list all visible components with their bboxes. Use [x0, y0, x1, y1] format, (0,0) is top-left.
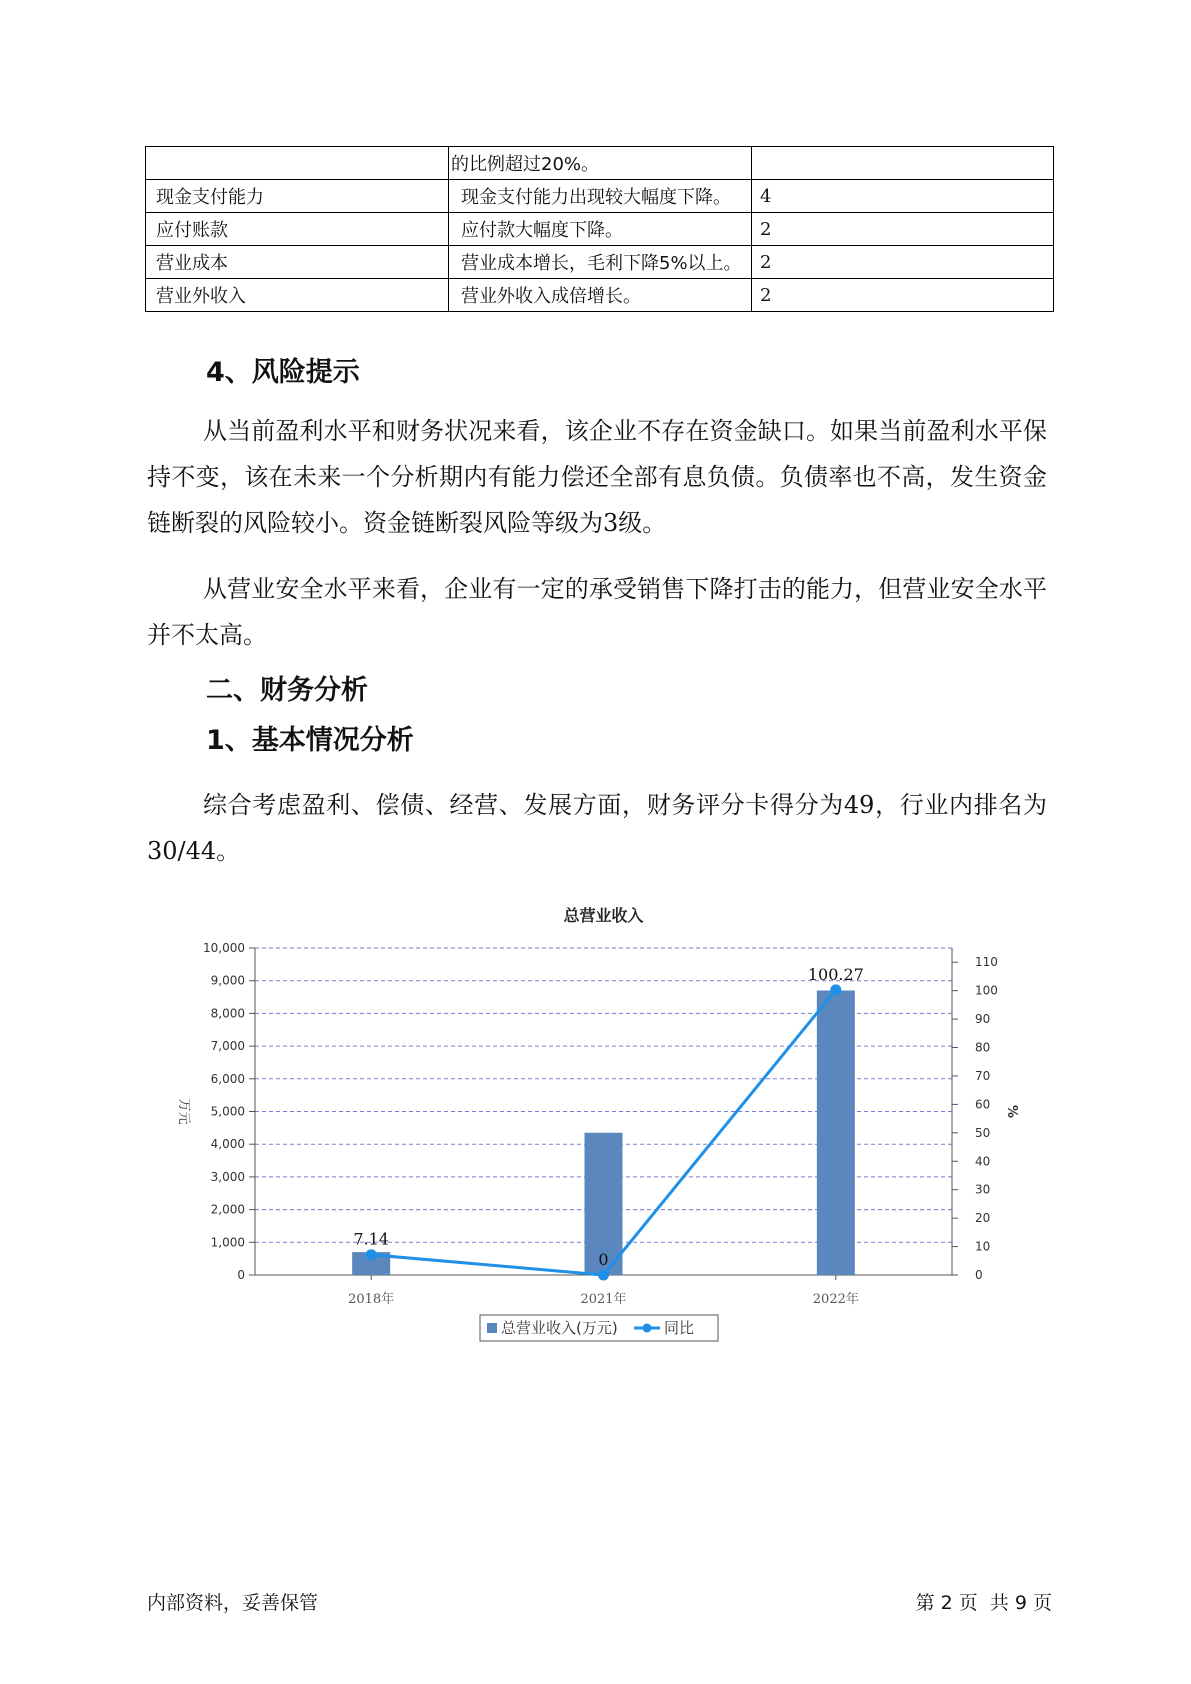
table-cell: 2 — [752, 279, 1054, 312]
y-axis-label: 万元 — [176, 1098, 191, 1125]
table-row — [146, 279, 1054, 312]
legend-label-bar: 总营业收入(万元) — [501, 1319, 618, 1337]
y-tick-label: 9,000 — [210, 973, 245, 988]
revenue-chart — [170, 895, 1030, 1355]
y-tick-label: 3,000 — [210, 1169, 245, 1184]
table-row — [146, 147, 1054, 180]
table-cell: 2 — [752, 213, 1054, 246]
y-tick-label: 2,000 — [210, 1202, 245, 1217]
y-tick-label: 6,000 — [210, 1071, 245, 1086]
finance-heading: 二、财务分析 — [206, 675, 368, 706]
y2-tick-label: 90 — [975, 1012, 991, 1027]
y2-tick-label: 0 — [975, 1268, 983, 1282]
table-cell: 营业成本 — [146, 246, 449, 279]
table-cell: 营业外收入成倍增长。 — [449, 279, 752, 312]
table-row — [146, 180, 1054, 213]
y2-tick-label: 10 — [975, 1239, 991, 1254]
chart-title: 总营业收入 — [563, 906, 644, 925]
yoy-point — [830, 984, 841, 995]
table-cell: 营业外收入 — [146, 279, 449, 312]
footer-page-number: 第 2 页 共 9 页 — [915, 1592, 1052, 1614]
y2-tick-label: 110 — [975, 955, 998, 970]
risk-paragraph-2: 从营业安全水平来看，企业有一定的承受销售下降打击的能力，但营业安全水平并不太高。 — [147, 575, 1047, 649]
x-tick-label: 2021年 — [580, 1292, 627, 1307]
y2-tick-label: 30 — [975, 1182, 991, 1197]
y2-tick-label: 80 — [975, 1040, 991, 1055]
y2-tick-label: 40 — [975, 1154, 991, 1169]
x-tick-label: 2022年 — [812, 1292, 859, 1307]
legend-swatch-bar — [487, 1323, 497, 1333]
yoy-point — [598, 1270, 609, 1281]
table-row — [146, 246, 1054, 279]
table-cell: 应付账款 — [146, 213, 449, 246]
x-tick-label: 2018年 — [348, 1292, 395, 1307]
yoy-point — [366, 1249, 377, 1260]
y2-axis-label: % — [1004, 1104, 1019, 1119]
table-cell: 的比例超过20%。 — [449, 147, 752, 180]
data-label: 7.14 — [353, 1229, 389, 1249]
risk-heading: 4、风险提示 — [206, 357, 360, 388]
y2-tick-label: 50 — [975, 1125, 991, 1140]
table-cell — [752, 147, 1054, 180]
y-tick-label: 5,000 — [210, 1104, 245, 1119]
y2-tick-label: 60 — [975, 1097, 991, 1112]
table-cell: 4 — [752, 180, 1054, 213]
y2-tick-label: 100 — [975, 983, 998, 998]
legend-label-line: 同比 — [664, 1319, 695, 1337]
y-tick-label: 0 — [237, 1268, 245, 1282]
footer-confidential: 内部资料，妥善保管 — [147, 1592, 319, 1614]
table-row — [146, 213, 1054, 246]
table-cell: 应付款大幅度下降。 — [449, 213, 752, 246]
basic-analysis-heading: 1、基本情况分析 — [206, 725, 414, 756]
y-tick-label: 7,000 — [210, 1039, 245, 1054]
y2-tick-label: 20 — [975, 1211, 991, 1226]
table-cell: 现金支付能力出现较大幅度下降。 — [449, 180, 752, 213]
data-label: 0 — [598, 1250, 609, 1269]
risk-paragraph-1: 从当前盈利水平和财务状况来看，该企业不存在资金缺口。如果当前盈利水平保持不变，该在未来一个分析期内有能力偿还全部有息负债。负债率也不高，发生资金链断裂的风险较小。资金链断裂风险等级为3级。 — [147, 417, 1047, 537]
y-tick-label: 1,000 — [210, 1235, 245, 1250]
risk-indicator-table — [145, 146, 1054, 312]
y2-tick-label: 70 — [975, 1068, 991, 1083]
legend-swatch-point — [643, 1324, 652, 1333]
y-tick-label: 10,000 — [203, 941, 245, 955]
data-label: 100.27 — [807, 964, 864, 984]
table-cell: 2 — [752, 246, 1054, 279]
bar — [817, 991, 855, 1275]
y-tick-label: 4,000 — [210, 1137, 245, 1152]
table-cell: 现金支付能力 — [146, 180, 449, 213]
basic-analysis-paragraph: 综合考虑盈利、偿债、经营、发展方面，财务评分卡得分为49，行业内排名为30/44。 — [147, 791, 1047, 865]
y-tick-label: 8,000 — [210, 1006, 245, 1021]
table-cell — [146, 147, 449, 180]
table-cell: 营业成本增长，毛利下降5%以上。 — [449, 246, 752, 279]
